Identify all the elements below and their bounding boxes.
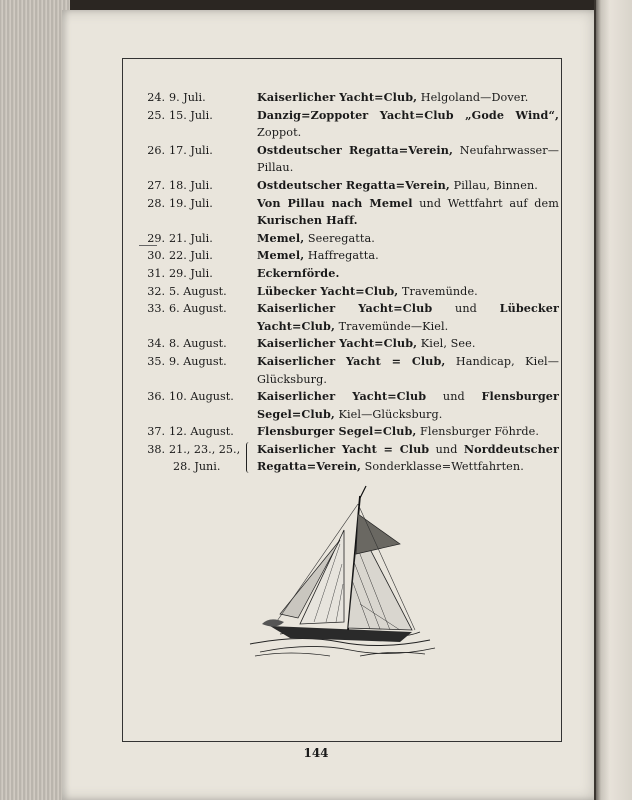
entry-date: 19. Juli. (169, 196, 213, 210)
entry-place: Kiel, See. (417, 337, 476, 351)
entry-number: 26. (147, 143, 165, 157)
list-item (139, 353, 559, 388)
list-item (139, 283, 559, 301)
entry-date: 12. August. (169, 425, 234, 439)
entry-club: Kaiserlicher Yacht = Club (257, 441, 430, 456)
entry-date: 29. Juli. (169, 266, 213, 280)
entry-club: Ostdeutscher Regatta=Verein, (257, 142, 453, 157)
entry-date: 22. Juli. (169, 249, 213, 263)
pencil-mark (139, 245, 157, 246)
entry-connector: und (429, 442, 464, 456)
entry-club: Memel, (257, 248, 305, 263)
entry-connector: und (432, 302, 500, 316)
entry-place: Helgoland—Dover. (417, 91, 529, 104)
entry-place: Flensburger Föhrde. (416, 425, 540, 439)
entry-date: 8. August. (169, 337, 227, 351)
list-item (139, 195, 559, 230)
entry-place: Neufahrwasser—Pillau. (257, 143, 559, 175)
entry-place: Haffregatta. (304, 249, 379, 263)
entry-number: 35. (147, 354, 165, 368)
entry-number: 36. (147, 390, 165, 404)
entry-club: Kaiserlicher Yacht=Club, (257, 336, 418, 351)
entry-number: 29. (147, 231, 165, 245)
entry-number: 24. (147, 91, 165, 104)
regatta-list (139, 89, 559, 476)
book-page-edges (0, 0, 70, 800)
entry-club: Kaiserlicher Yacht=Club (257, 389, 427, 404)
entry-date: 21., 23., 25., (169, 442, 241, 456)
entry-club: Kaiserlicher Yacht = Club, (257, 353, 446, 368)
facing-page (596, 0, 632, 800)
entry-date: 21. Juli. (169, 231, 213, 245)
entry-club: Kaiserlicher Yacht=Club (257, 301, 433, 316)
entry-date: 18. Juli. (169, 178, 213, 192)
entry-date: 5. August. (169, 284, 227, 298)
entry-place: Seeregatta. (304, 231, 375, 245)
entry-place: und Wettfahrt auf dem (412, 196, 559, 210)
list-item (139, 335, 559, 353)
entry-date: 9. August. (169, 354, 227, 368)
entry-number: 28. (147, 196, 165, 210)
list-item (139, 107, 559, 142)
brace (246, 442, 251, 473)
list-item (139, 230, 559, 248)
list-item (139, 388, 559, 423)
entry-place: Handicap, Kiel—Glücksburg. (257, 354, 559, 386)
page-number: 144 (303, 746, 329, 760)
entry-club: Lübecker Yacht=Club, (257, 283, 399, 298)
entry-number: 30. (147, 249, 165, 263)
entry-place: Pillau, Binnen. (449, 178, 538, 192)
entry-number: 37. (147, 425, 165, 439)
entry-club-2: Kurischen Haff. (257, 213, 358, 228)
list-item (139, 265, 559, 283)
list-item (139, 423, 559, 441)
list-item (139, 441, 559, 476)
entry-club: Eckernförde. (257, 265, 340, 280)
entry-number: 27. (147, 178, 165, 192)
list-item (139, 300, 559, 335)
entry-date: 9. Juli. (169, 91, 206, 104)
entry-club-2: Flensburger Segel=Club, (257, 389, 560, 421)
entry-number: 31. (147, 266, 165, 280)
entry-date: 17. Juli. (169, 143, 213, 157)
entry-club: Von Pillau nach Memel (257, 195, 413, 210)
entry-date: 10. August. (169, 390, 234, 404)
entry-club-2: Lübecker Yacht=Club, (257, 301, 559, 333)
entry-club: Danzig=Zoppoter Yacht=Club „Gode Wind“, (257, 107, 559, 122)
entry-number: 33. (147, 302, 165, 316)
entry-club: Flensburger Segel=Club, (257, 424, 417, 439)
entry-date: 15. Juli. (169, 108, 213, 122)
entry-number: 34. (147, 337, 165, 351)
entry-club: Ostdeutscher Regatta=Verein, (257, 177, 450, 192)
entry-place: Zoppot. (257, 126, 302, 140)
entry-club: Memel, (257, 230, 305, 245)
entry-place: Sonderklasse=Wettfahrten. (361, 460, 524, 474)
list-item (139, 142, 559, 177)
entry-number: 25. (147, 108, 165, 122)
entry-club-2: Norddeutscher Regatta=Verein, (257, 441, 560, 474)
entry-place: Kiel—Glücksburg. (334, 407, 443, 421)
list-item (139, 177, 559, 195)
entry-date-line-2: 28. Juni. (173, 460, 221, 474)
entry-number: 38. (147, 442, 165, 456)
entry-place: Travemünde—Kiel. (334, 319, 449, 333)
entry-date: 6. August. (169, 302, 227, 316)
entry-club: Kaiserlicher Yacht=Club, (257, 90, 418, 104)
list-item (139, 247, 559, 265)
entry-number: 32. (147, 284, 165, 298)
list-item (139, 89, 559, 107)
entry-connector: und (426, 390, 482, 404)
entry-place: Travemünde. (398, 284, 478, 298)
sailboat-illustration (240, 484, 440, 662)
